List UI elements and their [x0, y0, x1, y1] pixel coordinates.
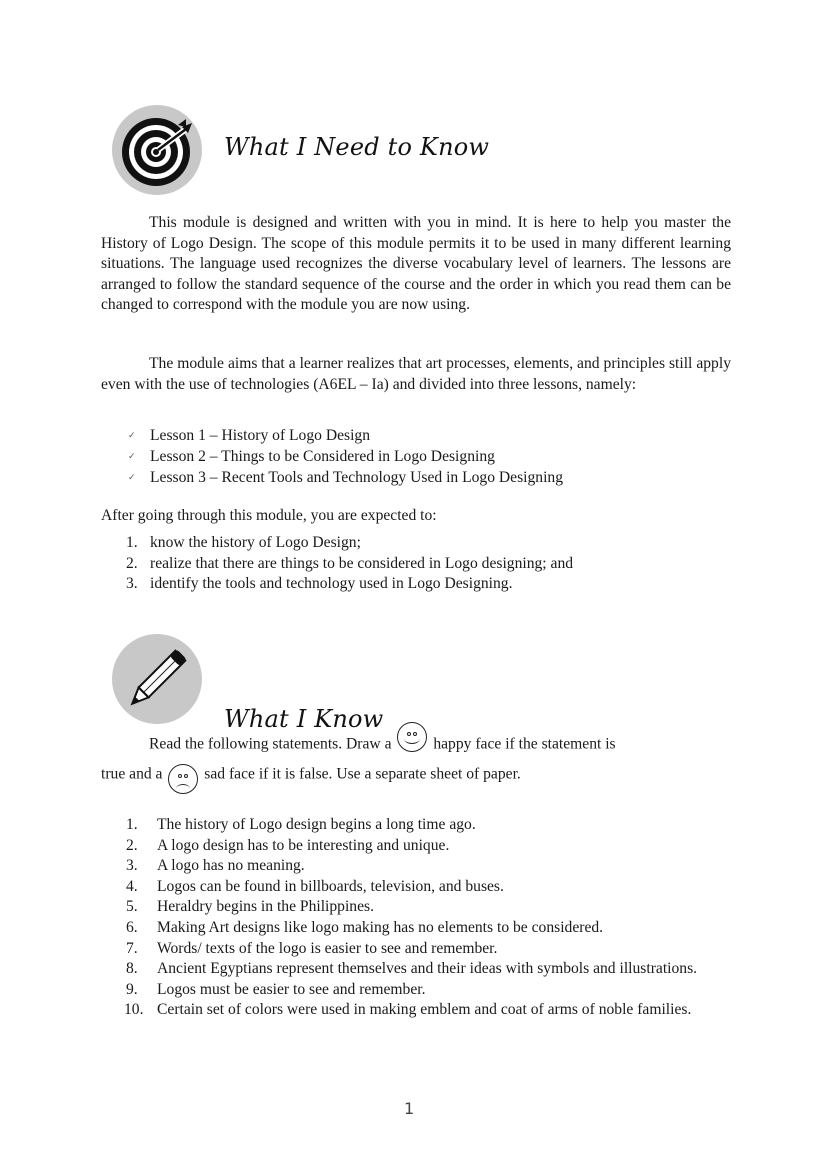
item-text: Making Art designs like logo making has no elements to be considered.	[157, 918, 604, 936]
item-number: 6.	[126, 918, 138, 936]
lesson-item	[101, 467, 731, 488]
item-number: 5.	[126, 898, 138, 916]
item-number: 9.	[126, 980, 138, 998]
statement-item	[126, 897, 726, 918]
expectation-item	[126, 554, 726, 575]
instruction-text: true and a	[101, 765, 163, 783]
statement-item	[126, 918, 726, 939]
item-text: Certain set of colors were used in making emblem and coat of arms of noble families.	[157, 1001, 692, 1019]
item-text: realize that there are things to be considered in Logo designing; and	[150, 554, 574, 572]
item-number: 2.	[126, 554, 138, 572]
expectations-list	[126, 533, 726, 595]
aims-paragraph-text: The module aims that a learner realizes that art processes, elements, and principles still apply even with the use of technologies (A6EL – Ia) and divided into three lessons, namely:	[101, 355, 731, 393]
item-number: 8.	[126, 960, 138, 978]
aims-paragraph	[101, 354, 731, 395]
statement-item	[126, 815, 726, 836]
check-bullet-icon: ✓	[128, 472, 136, 482]
item-number: 4.	[126, 877, 138, 895]
statement-item	[126, 1000, 726, 1021]
item-number: 7.	[126, 939, 138, 957]
item-number: 1.	[126, 816, 138, 833]
lesson-item-text: Lesson 1 – History of Logo Design	[150, 427, 371, 444]
instruction-text: Read the following statements. Draw a	[149, 735, 392, 753]
statement-item	[126, 939, 726, 960]
statement-item	[126, 877, 726, 898]
item-text: Logos must be easier to see and remember.	[157, 980, 426, 998]
statement-item	[126, 959, 726, 980]
item-number: 10.	[124, 1001, 144, 1019]
item-number: 3.	[126, 575, 138, 593]
item-text: Words/ texts of the logo is easier to see and remember.	[157, 939, 498, 957]
lesson-item-text: Lesson 2 – Things to be Considered in Logo Designing	[150, 448, 495, 465]
item-text: identify the tools and technology used in Logo Designing.	[150, 575, 513, 593]
item-number: 1.	[126, 534, 138, 551]
statement-item	[126, 980, 726, 1001]
happy-face-icon	[397, 722, 427, 752]
statement-item	[126, 856, 726, 877]
intro-paragraph	[101, 213, 731, 316]
expectations-intro: After going through this module, you are expected to:	[101, 507, 437, 524]
target-icon	[112, 105, 202, 195]
item-text: Heraldry begins in the Philippines.	[157, 898, 374, 916]
section-heading-what-i-need-to-know: What I Need to Know	[224, 133, 490, 161]
item-number: 3.	[126, 857, 138, 875]
lesson-item	[101, 425, 731, 446]
check-bullet-icon: ✓	[128, 430, 136, 440]
lesson-list	[101, 425, 731, 488]
item-number: 2.	[126, 836, 138, 854]
sad-face-icon	[168, 764, 198, 794]
statements-list	[126, 815, 726, 1021]
lesson-item-text: Lesson 3 – Recent Tools and Technology Used in Logo Designing	[150, 469, 564, 486]
item-text: Ancient Egyptians represent themselves and their ideas with symbols and illustrations.	[157, 960, 698, 978]
page-number: 1	[404, 1099, 415, 1118]
item-text: know the history of Logo Design;	[150, 534, 361, 551]
item-text: A logo design has to be interesting and unique.	[157, 836, 450, 854]
check-bullet-icon: ✓	[128, 451, 136, 461]
instruction-text: sad face if it is false. Use a separate sheet of paper.	[204, 765, 521, 783]
intro-paragraph-text: This module is designed and written with you in mind. It is here to help you master the History of Logo Design. The scope of this module permits it to be used in many different learning situations. The language used recognizes the diverse vocabulary level of learners. The lessons are arranged to follow the standard sequence of the course and the order in which you read them can be changed to correspond with the module you are now using.	[101, 214, 731, 314]
instructions-paragraph	[101, 730, 731, 790]
instruction-text: happy face if the statement is	[433, 735, 616, 753]
item-text: A logo has no meaning.	[157, 857, 305, 875]
statement-item	[126, 836, 726, 857]
section-heading-what-i-know: What I Know	[224, 705, 384, 733]
item-text: The history of Logo design begins a long time ago.	[157, 816, 476, 833]
lesson-item	[101, 446, 731, 467]
pencil-icon	[112, 634, 202, 724]
expectation-item	[126, 533, 726, 554]
expectation-item	[126, 574, 726, 595]
item-text: Logos can be found in billboards, television, and buses.	[157, 877, 504, 895]
